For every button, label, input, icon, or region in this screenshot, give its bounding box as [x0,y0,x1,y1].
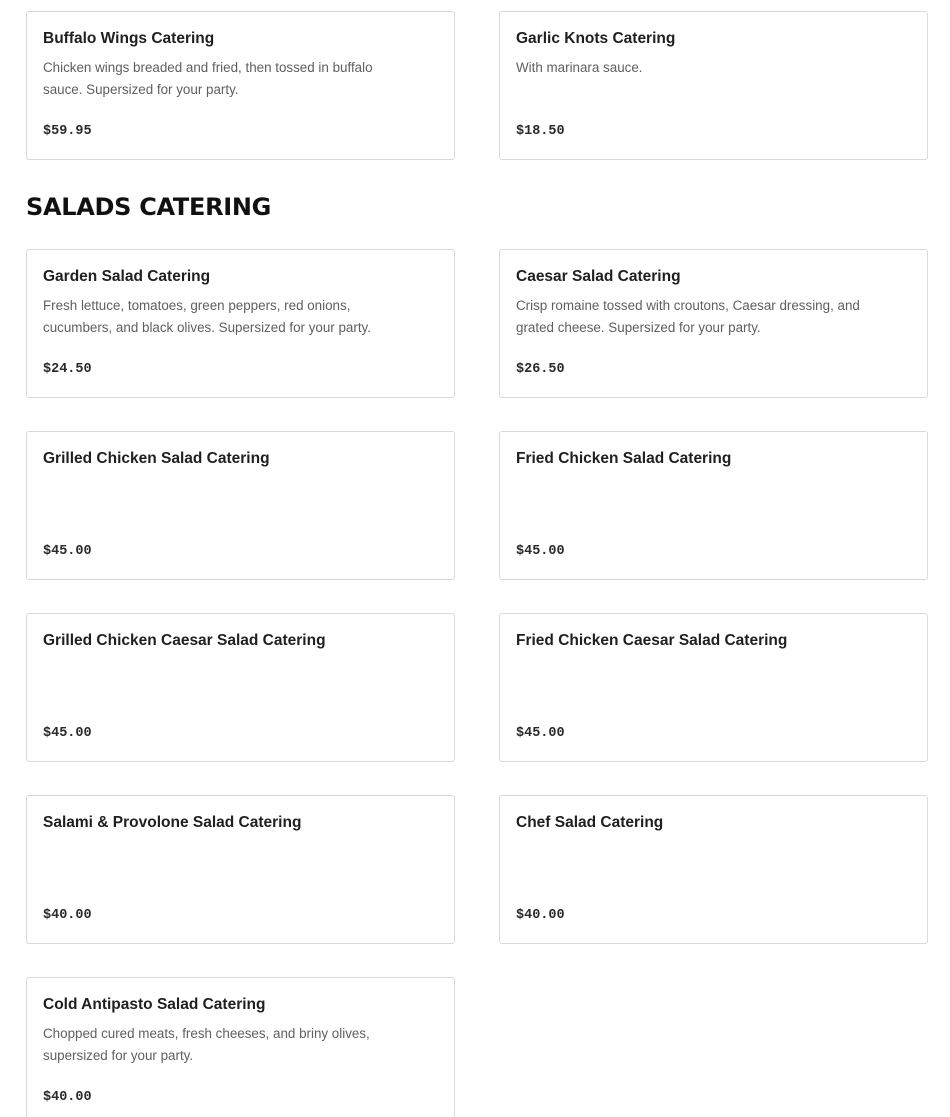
menu-item-card[interactable] [26,11,455,160]
menu-item-price: $59.95 [43,124,92,139]
menu-item-price: $40.00 [43,908,92,923]
menu-item-card[interactable] [499,613,928,762]
menu-item-card[interactable] [26,613,455,762]
menu-item-description: Chopped cured meats, fresh cheeses, and briny olives, supersized for your party. [43,1026,370,1063]
menu-item-card[interactable] [499,431,928,580]
menu-item-price: $45.00 [43,726,92,741]
menu-item-description: Crisp romaine tossed with croutons, Caesar dressing, and grated cheese. Supersized for your party. [516,298,860,335]
menu-item-price: $40.00 [516,908,565,923]
menu-item-name: Cold Antipasto Salad Catering [43,996,266,1013]
menu-item-price: $24.50 [43,362,92,377]
menu-item-card[interactable] [499,11,928,160]
menu-item-price: $45.00 [43,544,92,559]
menu-item-description: Chicken wings breaded and fried, then tossed in buffalo sauce. Supersized for your party. [43,60,373,97]
menu-item-name: Caesar Salad Catering [516,268,681,285]
menu-item-description: Fresh lettuce, tomatoes, green peppers, red onions, cucumbers, and black olives. Supersized for your party. [43,298,371,335]
menu-item-card[interactable] [26,249,455,398]
menu-item-description: With marinara sauce. [516,60,643,75]
menu-item-card[interactable] [499,795,928,944]
menu-item-price: $18.50 [516,124,565,139]
menu-item-name: Chef Salad Catering [516,814,664,831]
menu-item-price: $45.00 [516,726,565,741]
menu-item-name: Salami & Provolone Salad Catering [43,814,302,831]
menu-item-price: $45.00 [516,544,565,559]
menu-item-card[interactable] [26,431,455,580]
menu-item-name: Garden Salad Catering [43,268,211,285]
section-title: SALADS CATERING [26,193,272,221]
menu-item-name: Grilled Chicken Salad Catering [43,450,270,467]
menu-item-name: Buffalo Wings Catering [43,30,215,47]
menu-item-name: Grilled Chicken Caesar Salad Catering [43,632,326,649]
menu-item-price: $26.50 [516,362,565,377]
menu-item-card[interactable] [499,249,928,398]
menu-item-card[interactable] [26,795,455,944]
menu-item-price: $40.00 [43,1090,92,1105]
menu-item-name: Garlic Knots Catering [516,30,676,47]
menu-item-card[interactable] [26,977,455,1117]
menu-item-name: Fried Chicken Caesar Salad Catering [516,632,788,649]
menu-item-name: Fried Chicken Salad Catering [516,450,732,467]
